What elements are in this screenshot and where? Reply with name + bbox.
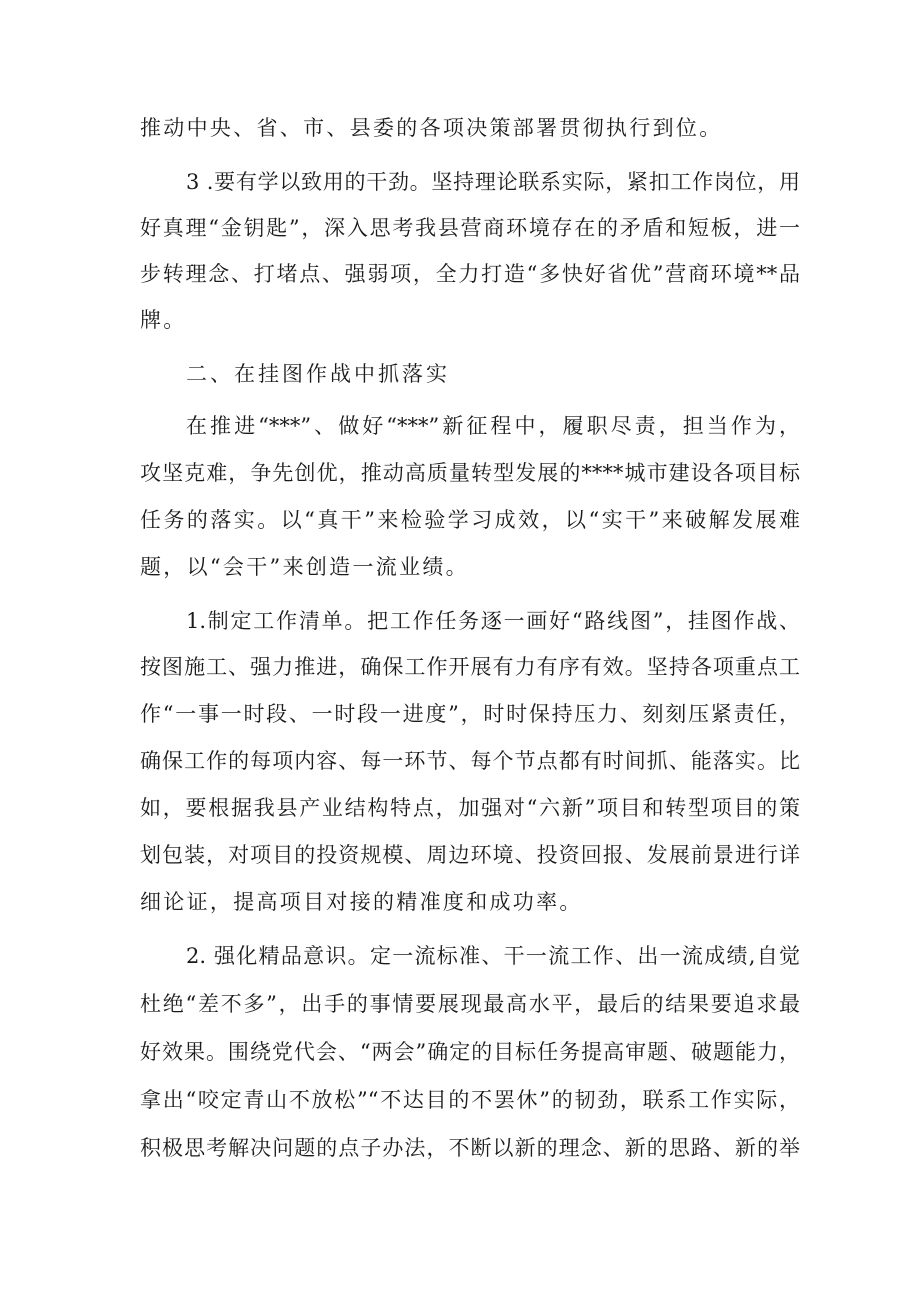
paragraph-line: 1.制定工作清单。把工作任务逐一画好“路线图”，挂图作战、	[186, 609, 800, 633]
paragraph-line: 确保工作的每项内容、每一环节、每个节点都有时间抓、能落实。比	[140, 749, 800, 773]
paragraph-line: 杜绝“差不多”，出手的事情要展现最高水平，最后的结果要追求最	[140, 992, 800, 1016]
paragraph-line: 2. 强化精品意识。定一流标准、干一流工作、出一流成绩,自觉	[186, 944, 800, 968]
paragraph-line: 如，要根据我县产业结构特点，加强对“六新”项目和转型项目的策	[140, 796, 800, 820]
paragraph-line: 作“一事一时段、一时段一进度”，时时保持压力、刻刻压紧责任，	[140, 702, 800, 726]
paragraph-line: 细论证，提高项目对接的精准度和成功率。	[140, 890, 583, 914]
paragraph-line: 拿出“咬定青山不放松”“不达目的不罢休”的韧劲，联系工作实际，	[140, 1088, 800, 1112]
paragraph-line: 攻坚克难，争先创优，推动高质量转型发展的****城市建设各项目标	[140, 461, 800, 485]
paragraph-line: 题，以“会干”来创造一流业绩。	[140, 555, 469, 579]
paragraph-line: 好效果。围绕党代会、“两会”确定的目标任务提高审题、破题能力，	[140, 1040, 800, 1064]
section-heading: 二、在挂图作战中抓落实	[186, 362, 450, 386]
paragraph-line: 在推进“***”、做好“***”新征程中，履职尽责，担当作为，	[186, 414, 800, 438]
paragraph-line: 步转理念、打堵点、强弱项，全力打造“多快好省优”营商环境**品	[140, 262, 800, 286]
paragraph-line: 推动中央、省、市、县委的各项决策部署贯彻执行到位。	[140, 116, 723, 140]
paragraph-line: 划包装，对项目的投资规模、周边环境、投资回报、发展前景进行详	[140, 843, 800, 867]
paragraph-line: 按图施工、强力推进，确保工作开展有力有序有效。坚持各项重点工	[140, 655, 800, 679]
paragraph-line: 3 .要有学以致用的干劲。坚持理论联系实际，紧扣工作岗位，用	[186, 170, 800, 194]
paragraph-line: 好真理“金钥匙”，深入思考我县营商环境存在的矛盾和短板，进一	[140, 216, 800, 240]
paragraph-line: 牌。	[140, 308, 187, 332]
paragraph-line: 任务的落实。以“真干”来检验学习成效，以“实干”来破解发展难	[140, 508, 800, 532]
paragraph-line: 积极思考解决问题的点子办法，不断以新的理念、新的思路、新的举	[140, 1136, 800, 1160]
